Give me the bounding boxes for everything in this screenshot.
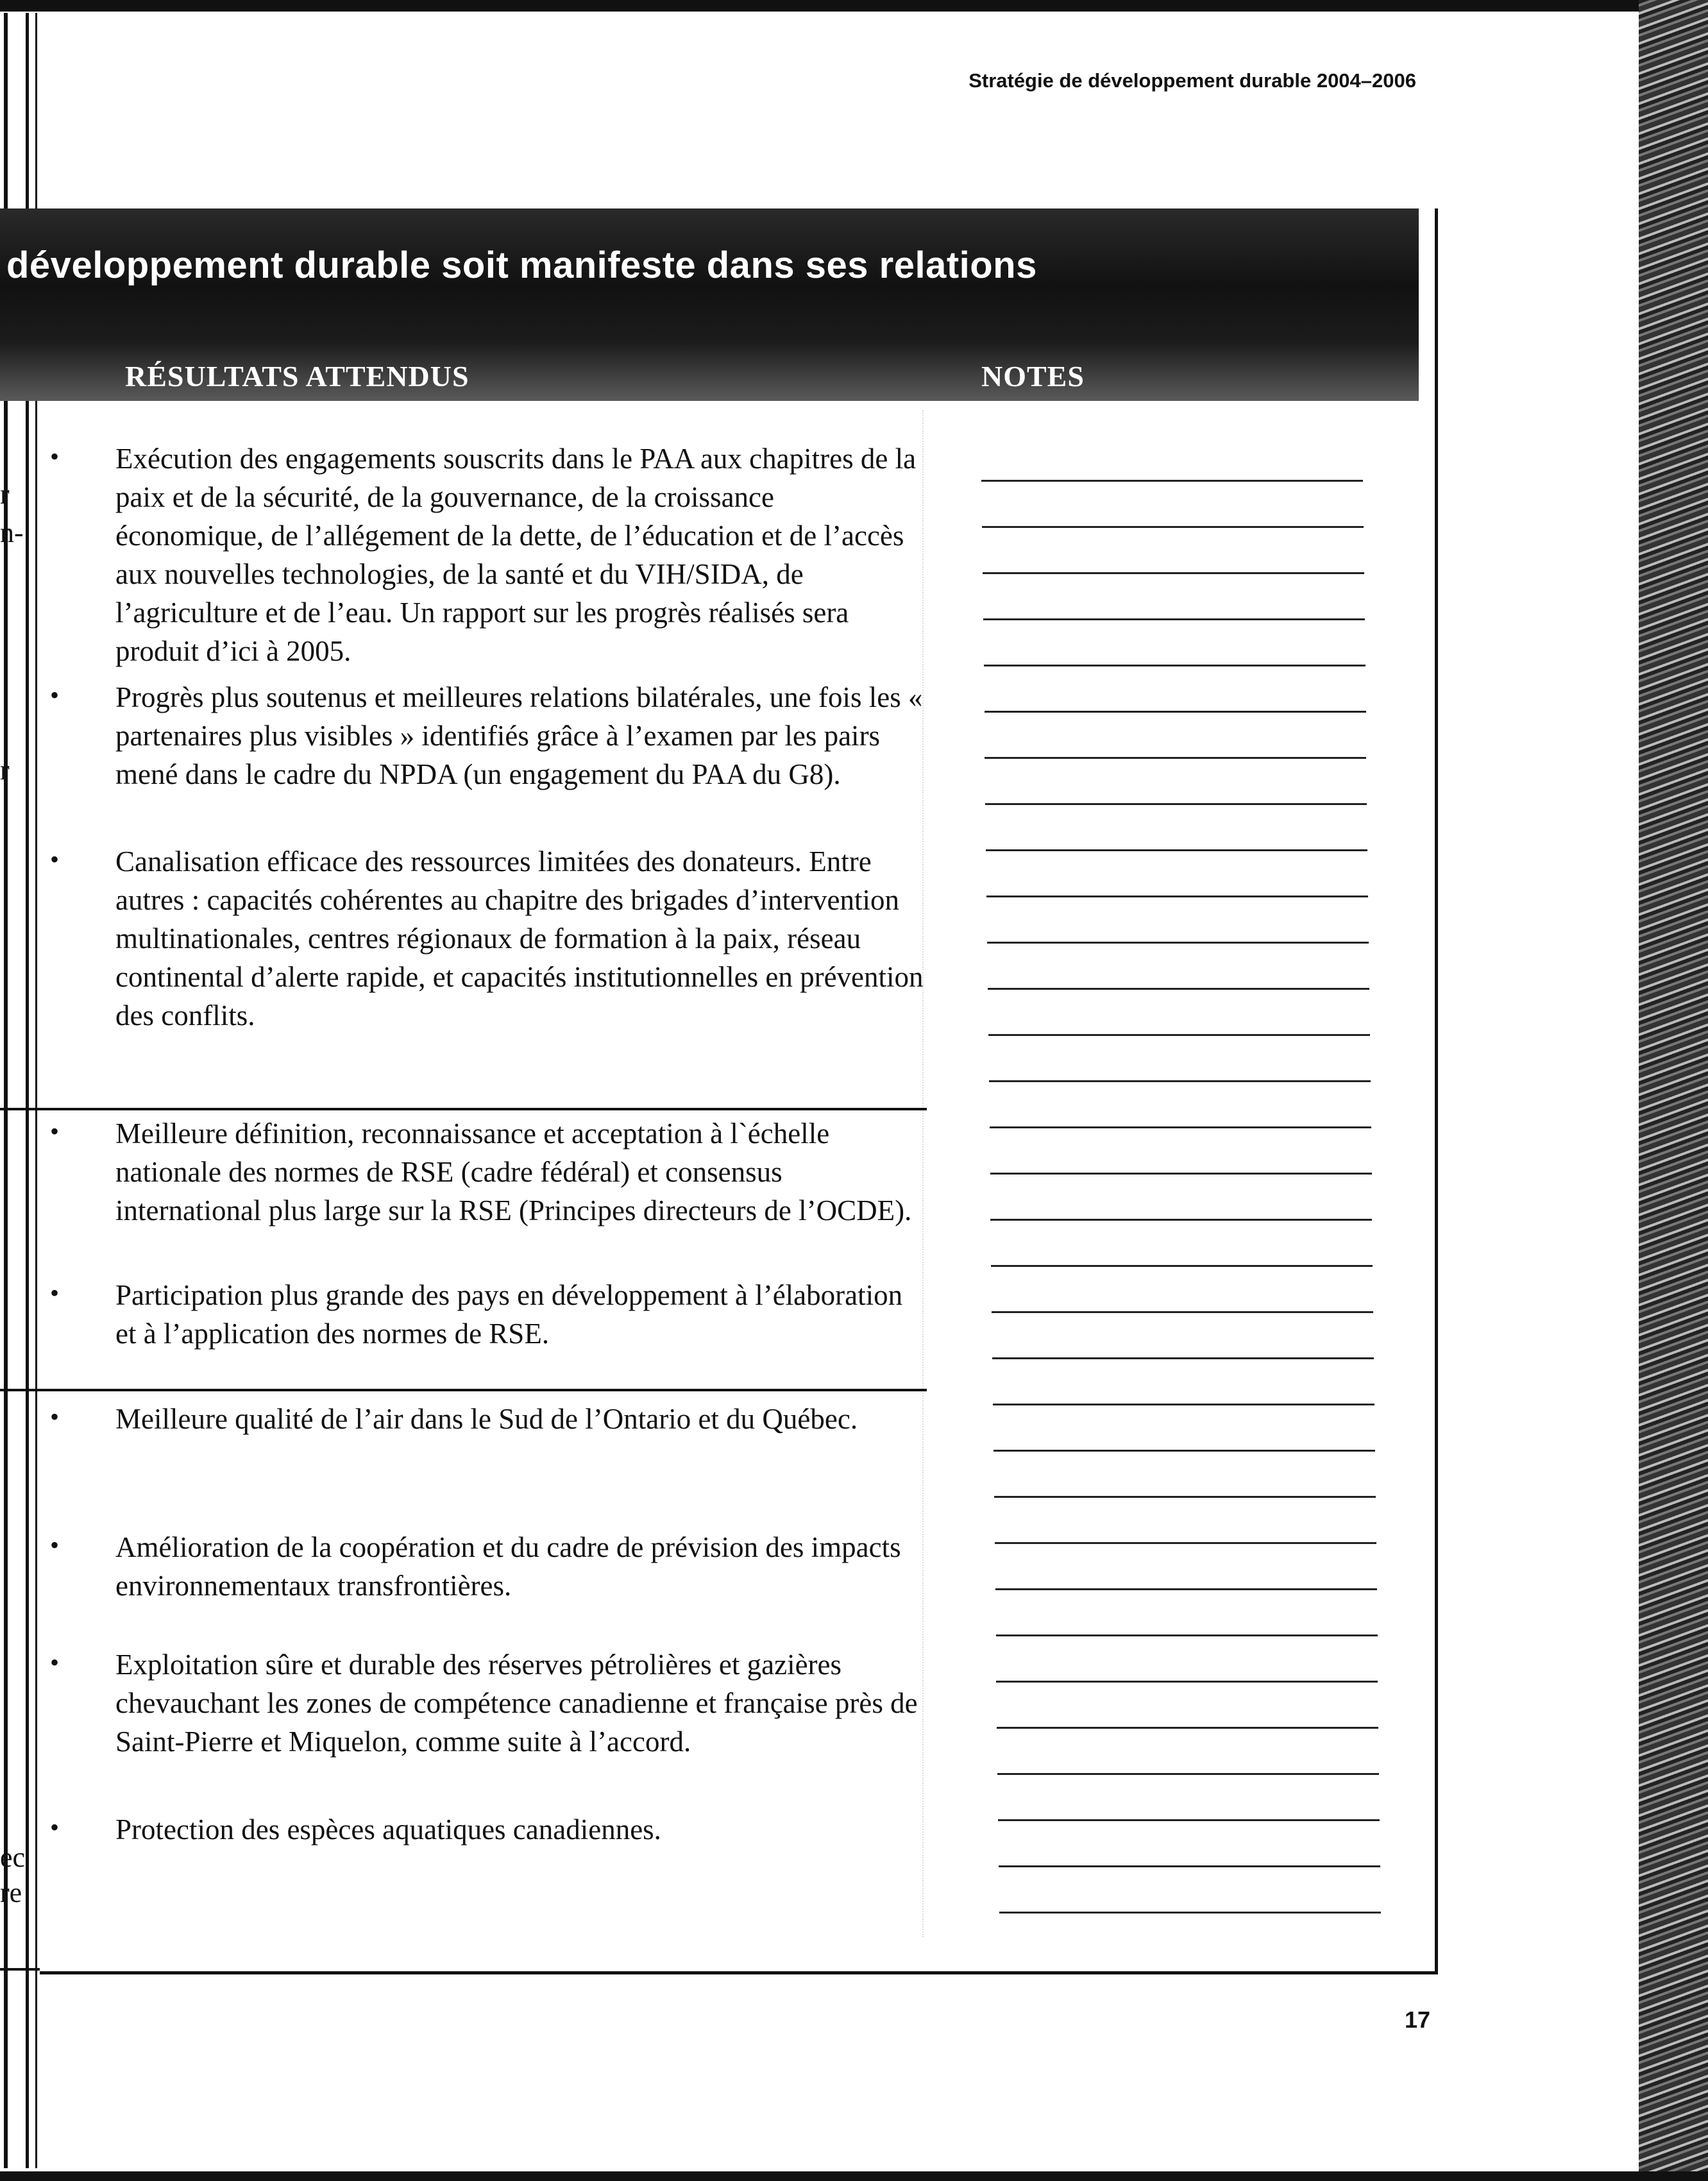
section-divider xyxy=(0,1968,40,1971)
note-line xyxy=(987,942,1369,944)
margin-fragment: r xyxy=(0,479,10,510)
bullet: • xyxy=(50,442,60,471)
note-line xyxy=(993,1404,1374,1405)
note-line xyxy=(990,1173,1372,1175)
note-line xyxy=(985,803,1367,805)
margin-fragment: r xyxy=(0,754,10,786)
note-line xyxy=(983,572,1364,574)
list-item: Exécution des engagements souscrits dans le PAA aux chapitres de la paix et de la sécurité, de la gouvernance, de la croissance économique, de l’allégement de la dette, de l’éducation et de l’accès aux nouvelles technologies, de la santé et du VIH/SIDA, de l’agriculture et de l’eau. Un rapport sur les progrès réalisés sera produit d’ici à 2005. xyxy=(115,443,917,667)
list-item: Meilleure qualité de l’air dans le Sud de l’Ontario et du Québec. xyxy=(115,1403,858,1435)
note-line xyxy=(999,1865,1380,1867)
note-line xyxy=(981,480,1363,482)
bullet: • xyxy=(50,1648,60,1677)
margin-fragment: re xyxy=(0,1877,22,1908)
section-divider xyxy=(0,1108,40,1110)
top-edge-rule xyxy=(0,0,1708,12)
note-line xyxy=(998,1819,1380,1821)
list-item: Exploitation sûre et durable des réserves pétrolières et gazières chevauchant les zones de compétence canadienne et française près de Saint-Pierre et Miquelon, comme suite à l’accord. xyxy=(115,1649,918,1758)
band-title: développement durable soit manifeste dans ses relations xyxy=(6,244,1037,286)
note-line xyxy=(982,526,1364,528)
list-item: Amélioration de la coopération et du cadre de prévision des impacts environnementaux transfrontières. xyxy=(115,1531,901,1602)
column-heading-results: RÉSULTATS ATTENDUS xyxy=(125,360,469,393)
list-item: Participation plus grande des pays en développement à l’élaboration et à l’application des normes de RSE. xyxy=(115,1279,903,1350)
note-line xyxy=(986,895,1368,897)
bullet: • xyxy=(50,1813,60,1842)
note-line xyxy=(984,665,1366,666)
bullet: • xyxy=(50,1278,60,1307)
note-line xyxy=(991,1265,1373,1267)
list-item: Canalisation efficace des ressources limitées des donateurs. Entre autres : capacités cohérentes au chapitre des brigades d’intervention multinationales, centres régionaux de formation à la paix, réseau continental d’alerte rapide, et capacités institutionnelles en prévention des conflits. xyxy=(115,845,924,1031)
note-line xyxy=(997,1773,1379,1775)
bullet: • xyxy=(50,845,60,874)
note-line xyxy=(985,711,1366,713)
note-line xyxy=(986,849,1367,851)
note-line xyxy=(996,1634,1378,1636)
margin-fragment: ec xyxy=(0,1842,26,1873)
list-item: Meilleure définition, reconnaissance et acceptation à l`échelle nationale des normes de RSE (cadre fédéral) et consensus international plus large sur la RSE (Principes directeurs de l’OCDE). xyxy=(115,1117,912,1226)
margin-fragment: n- xyxy=(0,517,24,548)
column-heading-notes: NOTES xyxy=(981,360,1085,393)
section-divider xyxy=(40,1108,927,1110)
bullet: • xyxy=(50,1117,60,1146)
note-line xyxy=(989,1080,1371,1082)
bottom-edge-rule xyxy=(0,2171,1708,2181)
note-line xyxy=(994,1496,1376,1498)
note-line xyxy=(992,1357,1374,1359)
note-line xyxy=(990,1126,1371,1128)
note-line xyxy=(999,1912,1381,1914)
list-item: Protection des espèces aquatiques canadiennes. xyxy=(115,1813,661,1846)
note-line xyxy=(995,1588,1377,1590)
section-divider xyxy=(40,1389,927,1391)
list-item: Progrès plus soutenus et meilleures relations bilatérales, une fois les « partenaires plus visibles » identifiés grâce à l’examen par les pairs mené dans le cadre du NPDA (un engagement du PAA du G8). xyxy=(115,681,923,790)
page-number: 17 xyxy=(1405,2007,1431,2033)
note-line xyxy=(995,1542,1376,1544)
note-line xyxy=(983,618,1365,620)
bullet: • xyxy=(50,681,60,709)
bullet: • xyxy=(50,1402,60,1431)
running-header: Stratégie de développement durable 2004–2006 xyxy=(968,69,1416,92)
note-line xyxy=(994,1450,1375,1452)
note-line xyxy=(996,1681,1378,1683)
note-line xyxy=(990,1219,1372,1221)
note-line xyxy=(985,757,1366,759)
note-line xyxy=(997,1727,1378,1729)
bullet: • xyxy=(50,1531,60,1559)
note-line xyxy=(988,988,1369,990)
binding-right xyxy=(1639,0,1708,2181)
section-divider xyxy=(0,1389,40,1391)
note-line xyxy=(988,1034,1370,1036)
note-line xyxy=(992,1311,1373,1313)
